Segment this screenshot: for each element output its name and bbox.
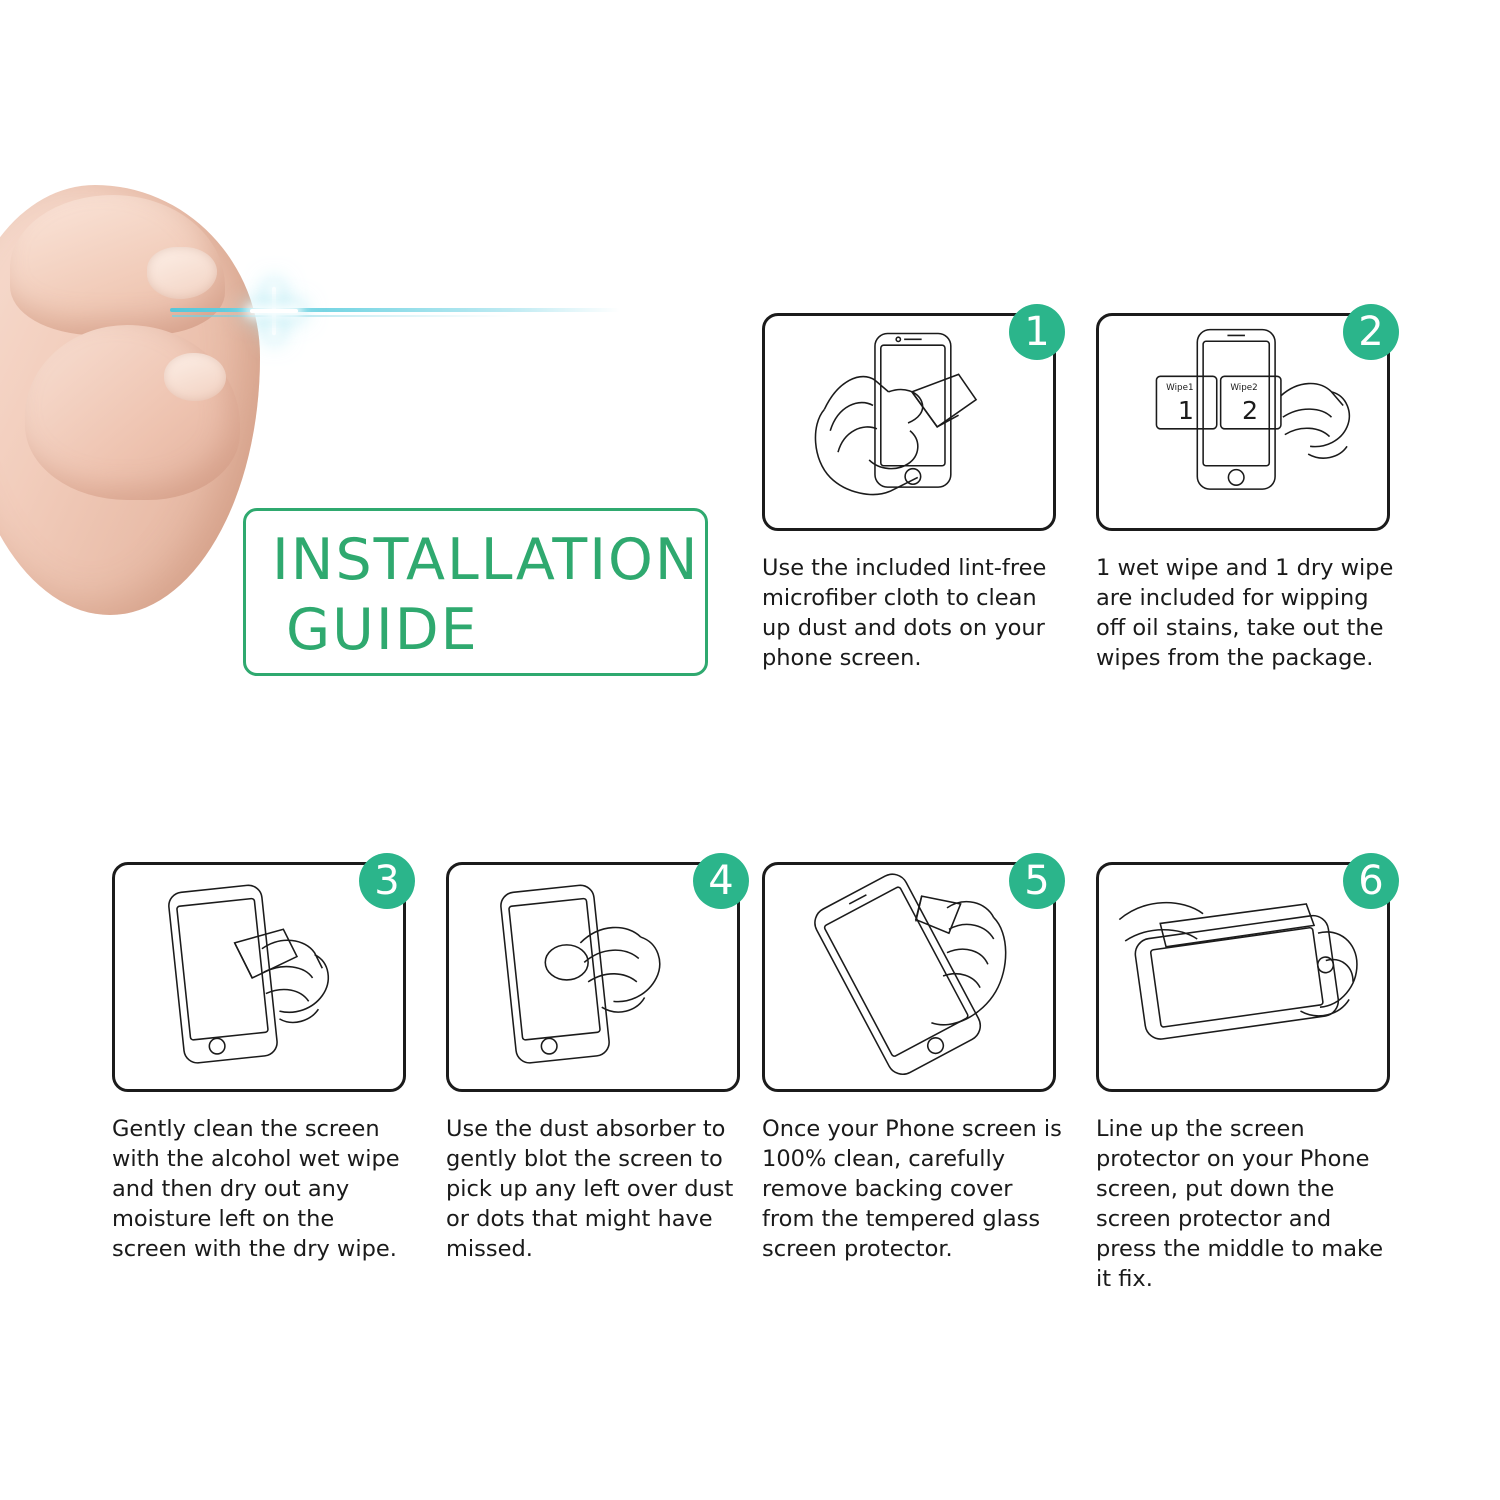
glass-edge [170, 308, 620, 312]
step-4-caption: Use the dust absorber to gently blot the screen to pick up any left over dust or dots that might have missed. [446, 1116, 734, 1262]
index-finger [10, 195, 225, 335]
step-2-badge: 2 [1343, 304, 1399, 360]
step-1 [762, 309, 1062, 673]
dust-absorber-sticker-illustration [449, 865, 737, 1089]
step-3-caption: Gently clean the screen with the alcohol wet wipe and then dry out any moisture left on the screen with the dry wipe. [112, 1116, 400, 1262]
step-5-badge: 5 [1009, 853, 1065, 909]
sparkle-icon [250, 287, 298, 335]
title-line-2: GUIDE [286, 597, 479, 663]
page-title [243, 508, 708, 676]
step-1-illustration-frame [762, 309, 1056, 531]
step-4-illustration-frame [446, 858, 740, 1092]
step-3-illustration-frame [112, 858, 406, 1092]
svg-text:Wipe1: Wipe1 [1166, 382, 1194, 393]
svg-text:2: 2 [1242, 396, 1259, 426]
step-5 [762, 858, 1062, 1264]
step-3-badge: 3 [359, 853, 415, 909]
step-6-caption: Line up the screen protector on your Phone screen, put down the screen protector and press the middle to make it fix. [1096, 1116, 1384, 1292]
align-and-press-protector-illustration [1099, 865, 1387, 1089]
step-1-caption: Use the included lint-free microfiber cloth to clean up dust and dots on your phone screen. [762, 555, 1047, 671]
wet-and-dry-wipe-packets-illustration [1099, 316, 1387, 528]
title-line-1: INSTALLATION [272, 527, 700, 593]
step-6-illustration-frame [1096, 858, 1390, 1092]
step-4 [446, 858, 746, 1264]
svg-text:Wipe2: Wipe2 [1230, 382, 1258, 393]
step-5-illustration-frame [762, 858, 1056, 1092]
glass-edge-secondary [172, 315, 512, 317]
phone-clean-with-wet-wipe-illustration [115, 865, 403, 1089]
step-1-badge: 1 [1009, 304, 1065, 360]
svg-text:1: 1 [1177, 396, 1194, 426]
step-3 [112, 858, 412, 1264]
step-6-badge: 6 [1343, 853, 1399, 909]
step-2-caption: 1 wet wipe and 1 dry wipe are included for wipping off oil stains, take out the wipes from the package. [1096, 555, 1394, 671]
step-2 [1096, 309, 1396, 673]
step-5-caption: Once your Phone screen is 100% clean, carefully remove backing cover from the tempered glass screen protector. [762, 1116, 1062, 1262]
step-6 [1096, 858, 1396, 1294]
peel-backing-cover-illustration [765, 865, 1053, 1089]
phone-wipe-cloth-illustration [765, 316, 1053, 528]
step-2-illustration-frame [1096, 309, 1390, 531]
step-4-badge: 4 [693, 853, 749, 909]
